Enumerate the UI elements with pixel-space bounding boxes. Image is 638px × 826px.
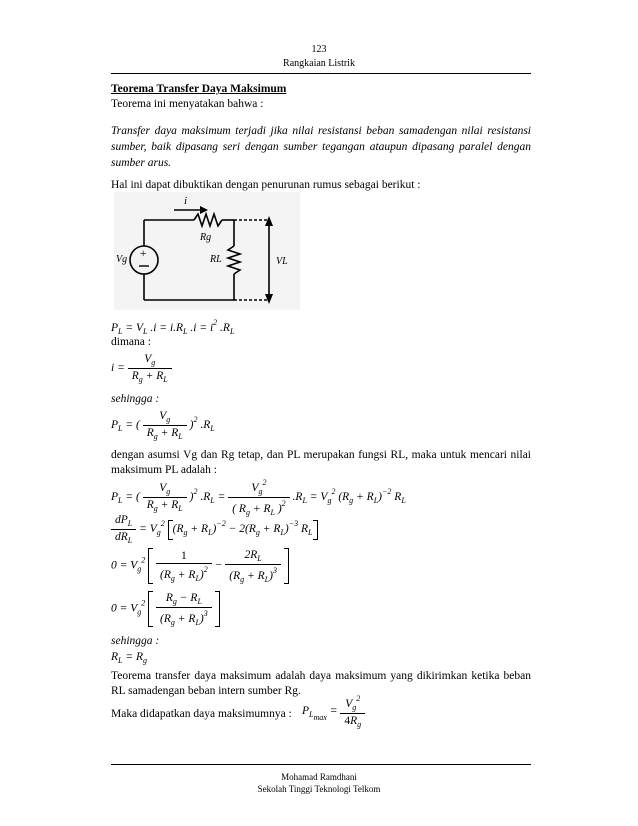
equation-power-expanded: $P_L$ = ( $\frac{V_g}{R_g + R_L}$ )$^2$ $.R_L$ = $\frac{V_g^2}{( R_g + R_L )^2}$ $.R_L = V_g^2$ $(R_g + R_L)^{-2}$ $R_L$ [111, 478, 406, 517]
header-rule [111, 73, 531, 74]
page-number: 123 [311, 44, 327, 55]
theorem-statement: Transfer daya maksimum terjadi jika nilai resistansi beban samadengan nilai resistansi sumber, baik dipasang seri dengan sumber tegangan ataupun dipasang paralel dengan sumber arus. [111, 125, 531, 169]
vg-label: Vg [116, 254, 128, 265]
equation-max-power: $P_{L_{max}}$ = $\frac{V_g^2}{4R_g}$ [302, 694, 365, 729]
sehingga-label-1: sehingga : [111, 393, 160, 405]
sehingga-label-2: sehingga : [111, 635, 160, 647]
footer-institution: Sekolah Tinggi Teknologi Telkom [257, 784, 381, 794]
result-label: Maka didapatkan daya maksimumnya : [111, 708, 292, 720]
intro-text: Teorema ini menyatakan bahwa : [111, 98, 264, 110]
footer-author: Mohamad Ramdhani [281, 772, 357, 782]
equation-simplified: $0 = V_g^2$ $\frac{R_g - R_L}{(R_g + R_L)^3}$ [111, 591, 220, 627]
equation-current: i = $\frac{V_g}{R_g + R_L}$ [111, 353, 172, 384]
equation-derivative: $\frac{dP_L}{dR_L}$ = $V_g^2$ $(R_g + R_L)^{-2} - 2(R_g + R_L)^{-3}$ $R_L$ [111, 514, 318, 545]
equation-result: $R_L = R_g$ [111, 651, 148, 665]
assumption-text: dengan asumsi Vg dan Rg tetap, dan PL merupakan fungsi RL, maka untuk mencari nilai maksimum PL adalah : [111, 449, 531, 476]
current-label: i [184, 195, 188, 207]
rg-label: Rg [200, 232, 212, 243]
footer-rule [111, 764, 531, 765]
chapter-title: Rangkaian Listrik [283, 58, 355, 69]
proof-intro: Hal ini dapat dibuktikan dengan penurunan rumus sebagai berikut : [111, 179, 421, 191]
vl-label: VL [276, 256, 288, 267]
dimana-label: dimana : [111, 336, 151, 348]
equation-power-substituted: $P_L$ = ( $\frac{V_g}{R_g + R_L}$ )$^2$ $.R_L$ [111, 410, 215, 441]
plus-sign: + [139, 246, 148, 260]
equation-power: $P_L = V_L$ $.i = i.R_L$ $.i = i^2$ $.R_L$ [111, 318, 235, 336]
section-title: Teorema Transfer Daya Maksimum [111, 83, 287, 95]
rl-label: RL [210, 254, 222, 265]
circuit-diagram [114, 192, 300, 310]
conclusion-text: Teorema transfer daya maksimum adalah daya maksimum yang dikirimkan ketika beban RL samadengan beban intern sumber Rg. [111, 670, 531, 697]
equation-zero-condition: $0 = V_g^2$ $\frac{1}{(R_g + R_L)^2}$ − $\frac{2R_L}{(R_g + R_L)^3}$ [111, 548, 289, 584]
